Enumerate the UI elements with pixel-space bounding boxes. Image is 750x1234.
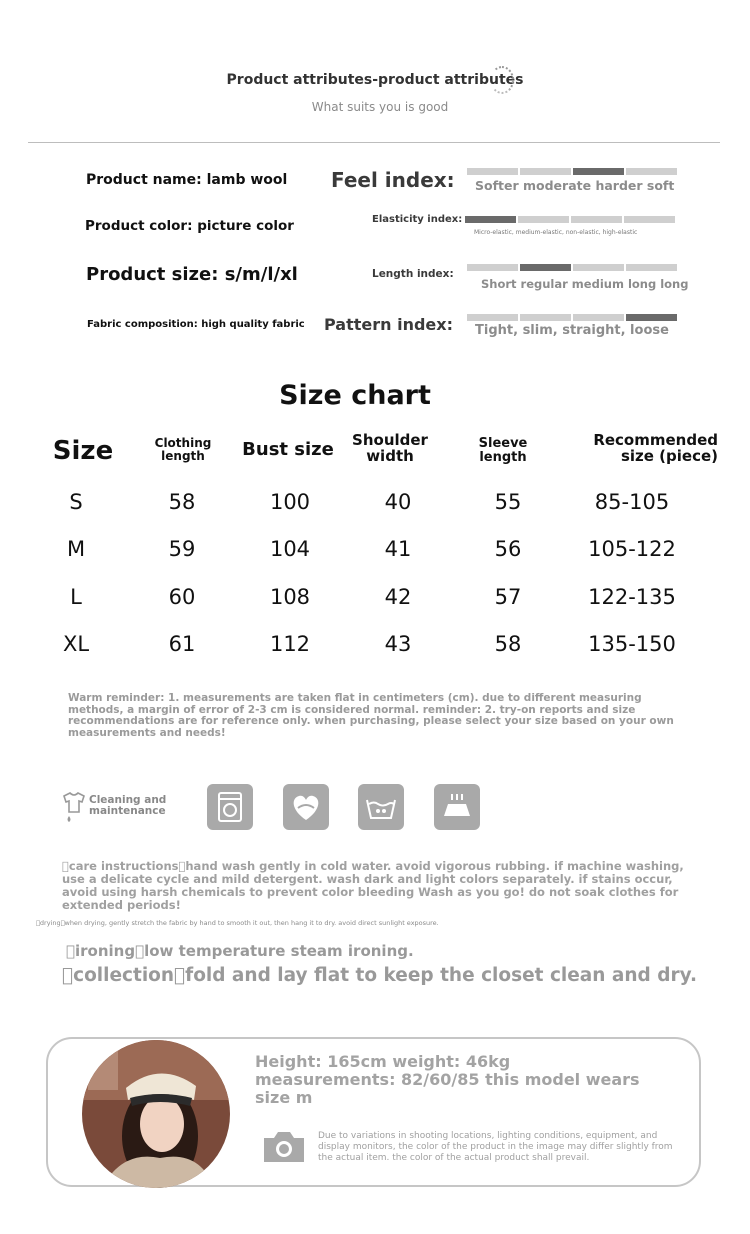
bar-segment [573, 314, 624, 321]
pattern-index-label: Pattern index: [324, 315, 453, 334]
header-recommended-size: Recommended size (piece) [593, 431, 718, 465]
cell-bust: 100 [269, 490, 311, 514]
cell-shoulder: 41 [384, 537, 412, 561]
cell-recommended: 135-150 [588, 632, 676, 656]
cell-size: S [69, 490, 83, 514]
cell-size: XL [62, 632, 90, 656]
shirt-drop-icon [60, 790, 88, 824]
steam-iron-icon [434, 784, 480, 830]
pattern-scale-text: Tight, slim, straight, loose [475, 323, 669, 338]
cell-clothing-length: 59 [168, 537, 196, 561]
bar-segment [573, 264, 624, 271]
color-disclaimer: Due to variations in shooting locations, lighting conditions, equipment, and display monitors, the color of the product in the image may differ slightly from the actual item. the color of the actual product shall prevail. [318, 1131, 673, 1163]
cell-size: L [70, 585, 82, 609]
pattern-index-bar [467, 314, 677, 321]
bar-segment [467, 168, 518, 175]
feel-index-label: Feel index: [331, 168, 455, 192]
header-bust-size: Bust size [242, 439, 334, 460]
cell-shoulder: 40 [384, 490, 412, 514]
warm-reminder: Warm reminder: 1. measurements are taken flat in centimeters (cm). due to different measuring methods, a margin of error of 2-3 cm is considered normal. reminder: 2. try-on reports and size recommendations are for reference only. when purchasing, please select your size based on your own measurements and needs! [68, 692, 674, 739]
feel-scale-text: Softer moderate harder soft [475, 178, 675, 193]
bar-segment [465, 216, 516, 223]
bar-segment [518, 216, 569, 223]
washing-machine-icon [207, 784, 253, 830]
cell-sleeve: 56 [494, 537, 522, 561]
model-photo [82, 1040, 230, 1188]
length-index-label: Length index: [372, 268, 454, 280]
cell-size: M [66, 537, 86, 561]
bar-segment [626, 264, 677, 271]
bar-segment [467, 314, 518, 321]
cell-bust: 108 [269, 585, 311, 609]
bar-segment [520, 264, 571, 271]
cell-recommended: 105-122 [588, 537, 676, 561]
bar-segment [624, 216, 675, 223]
elasticity-index-bar [465, 216, 675, 223]
feel-index-bar [467, 168, 677, 175]
ironing-instructions:  ironing low temperature steam ironing. [66, 942, 414, 960]
collection-instructions:  collection fold and lay flat to keep the closet clean and dry. [62, 965, 697, 986]
model-measurements: Height: 165cm weight: 46kg measurements: 82/60/85 this model wears size m [255, 1052, 640, 1107]
length-index-bar [467, 264, 677, 271]
bar-segment [571, 216, 622, 223]
product-name: Product name: lamb wool [86, 172, 288, 188]
cell-recommended: 122-135 [588, 585, 676, 609]
heart-hand-wash-icon [283, 784, 329, 830]
cleaning-label: Cleaning and maintenance [89, 794, 167, 817]
cell-clothing-length: 60 [168, 585, 196, 609]
section-title: Product attributes-product attributes [226, 72, 524, 88]
product-size: Product size: s/m/l/xl [86, 264, 298, 285]
cell-sleeve: 57 [494, 585, 522, 609]
cell-bust: 104 [269, 537, 311, 561]
drying-instructions:  drying when drying, gently stretch the fabric by hand to smooth it out, then hang it to dry. avoid direct sunlight exposure. [36, 919, 439, 927]
cell-sleeve: 58 [494, 632, 522, 656]
bar-segment [520, 168, 571, 175]
cell-shoulder: 43 [384, 632, 412, 656]
product-color: Product color: picture color [85, 218, 294, 234]
bar-segment [520, 314, 571, 321]
cell-shoulder: 42 [384, 585, 412, 609]
size-chart-title: Size chart [279, 380, 431, 411]
camera-icon [262, 1128, 306, 1164]
cell-clothing-length: 61 [168, 632, 196, 656]
header-clothing-length: Clothing length [154, 436, 212, 463]
header-shoulder-width: Shoulder width [352, 431, 428, 465]
elasticity-index-label: Elasticity index: [372, 214, 463, 225]
bar-segment [467, 264, 518, 271]
bar-segment [626, 314, 677, 321]
divider [28, 142, 720, 143]
elasticity-scale-text: Micro-elastic, medium-elastic, non-elastic, high-elastic [474, 229, 638, 236]
cell-bust: 112 [269, 632, 311, 656]
hand-wash-basin-icon [358, 784, 404, 830]
bar-segment [573, 168, 624, 175]
header-sleeve-length: Sleeve length [478, 436, 528, 465]
care-instructions:  care instructions hand wash gently in cold water. avoid vigorous rubbing. if machine washing, use a delicate cycle and mild detergent. wash dark and light colors separately. if stains occur, avoid using harsh chemicals to prevent color bleeding Wash as you go! do not soak clothes for extended periods! [62, 859, 684, 912]
decorative-ring-icon [490, 66, 514, 94]
cell-sleeve: 55 [494, 490, 522, 514]
header-size: Size [52, 436, 114, 466]
fabric-composition: Fabric composition: high quality fabric [87, 319, 305, 330]
cell-clothing-length: 58 [168, 490, 196, 514]
bar-segment [626, 168, 677, 175]
section-subtitle: What suits you is good [311, 100, 449, 114]
length-scale-text: Short regular medium long long [481, 277, 689, 291]
cell-recommended: 85-105 [594, 490, 670, 514]
